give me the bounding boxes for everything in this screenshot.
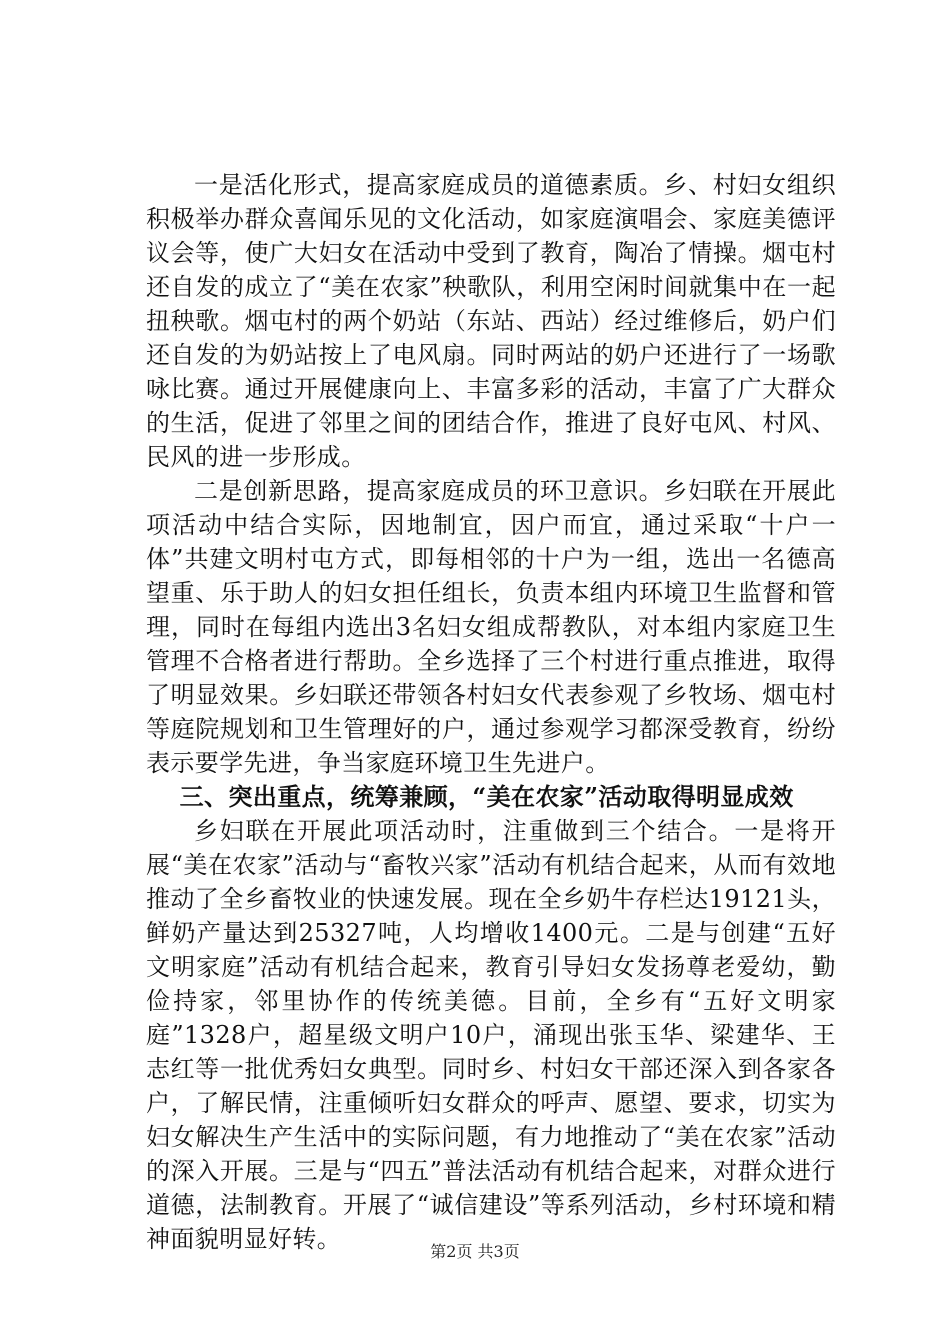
paragraph-culture-activities: 一是活化形式，提高家庭成员的道德素质。乡、村妇女组织积极举办群众喜闻乐见的文化活动，如家庭演唱会、家庭美德评议会等，使广大妇女在活动中受到了教育，陶冶了情操。烟屯村还自发的成立了“美在农家”秧歌队，利用空闲时间就集中在一起扭秧歌。烟屯村的两个奶站（东站、西站）经过维修后，奶户们还自发的为奶站按上了电风扇。同时两站的奶户还进行了一场歌咏比赛。通过开展健康向上、丰富多彩的活动，丰富了广大群众的生活，促进了邻里之间的团结合作，推进了良好屯风、村风、民风的进一步形成。 [146, 171, 836, 471]
paragraph-three-combinations: 乡妇联在开展此项活动时，注重做到三个结合。一是将开展“美在农家”活动与“畜牧兴家”活动有机结合起来，从而有效地推动了全乡畜牧业的快速发展。现在全乡奶牛存栏达19121头，鲜奶产量达到25327吨，人均增收1400元。二是与创建“五好文明家庭”活动有机结合起来，教育引导妇女发扬尊老爱幼，勤俭持家，邻里协作的传统美德。目前，全乡有“五好文明家庭”1328户，超星级文明户10户，涌现出张玉华、梁建华、王志红等一批优秀妇女典型。同时乡、村妇女干部还深入到各家各户，了解民情，注重倾听妇女群众的呼声、愿望、要求，切实为妇女解决生产生活中的实际问题，有力地推动了“美在农家”活动的深入开展。三是与“四五”普法活动有机结合起来，对群众进行道德，法制教育。开展了“诚信建设”等系列活动，乡村环境和精神面貌明显好转。 [146, 817, 836, 1253]
paragraph-sanitation-awareness: 二是创新思路，提高家庭成员的环卫意识。乡妇联在开展此项活动中结合实际，因地制宜，因户而宜，通过采取“十户一体”共建文明村屯方式，即每相邻的十户为一组，选出一名德高望重、乐于助人的妇女担任组长，负责本组内环境卫生监督和管理，同时在每组内选出3名妇女组成帮教队，对本组内家庭卫生管理不合格者进行帮助。全乡选择了三个村进行重点推进，取得了明显效果。乡妇联还带领各村妇女代表参观了乡牧场、烟屯村等庭院规划和卫生管理好的户，通过参观学习都深受教育，纷纷表示要学先进，争当家庭环境卫生先进户。 [146, 477, 836, 777]
page-number-footer: 第2页 共3页 [430, 1242, 520, 1261]
section-heading-three: 三、突出重点，统筹兼顾，“美在农家”活动取得明显成效 [179, 782, 794, 811]
document-body [146, 168, 836, 1256]
